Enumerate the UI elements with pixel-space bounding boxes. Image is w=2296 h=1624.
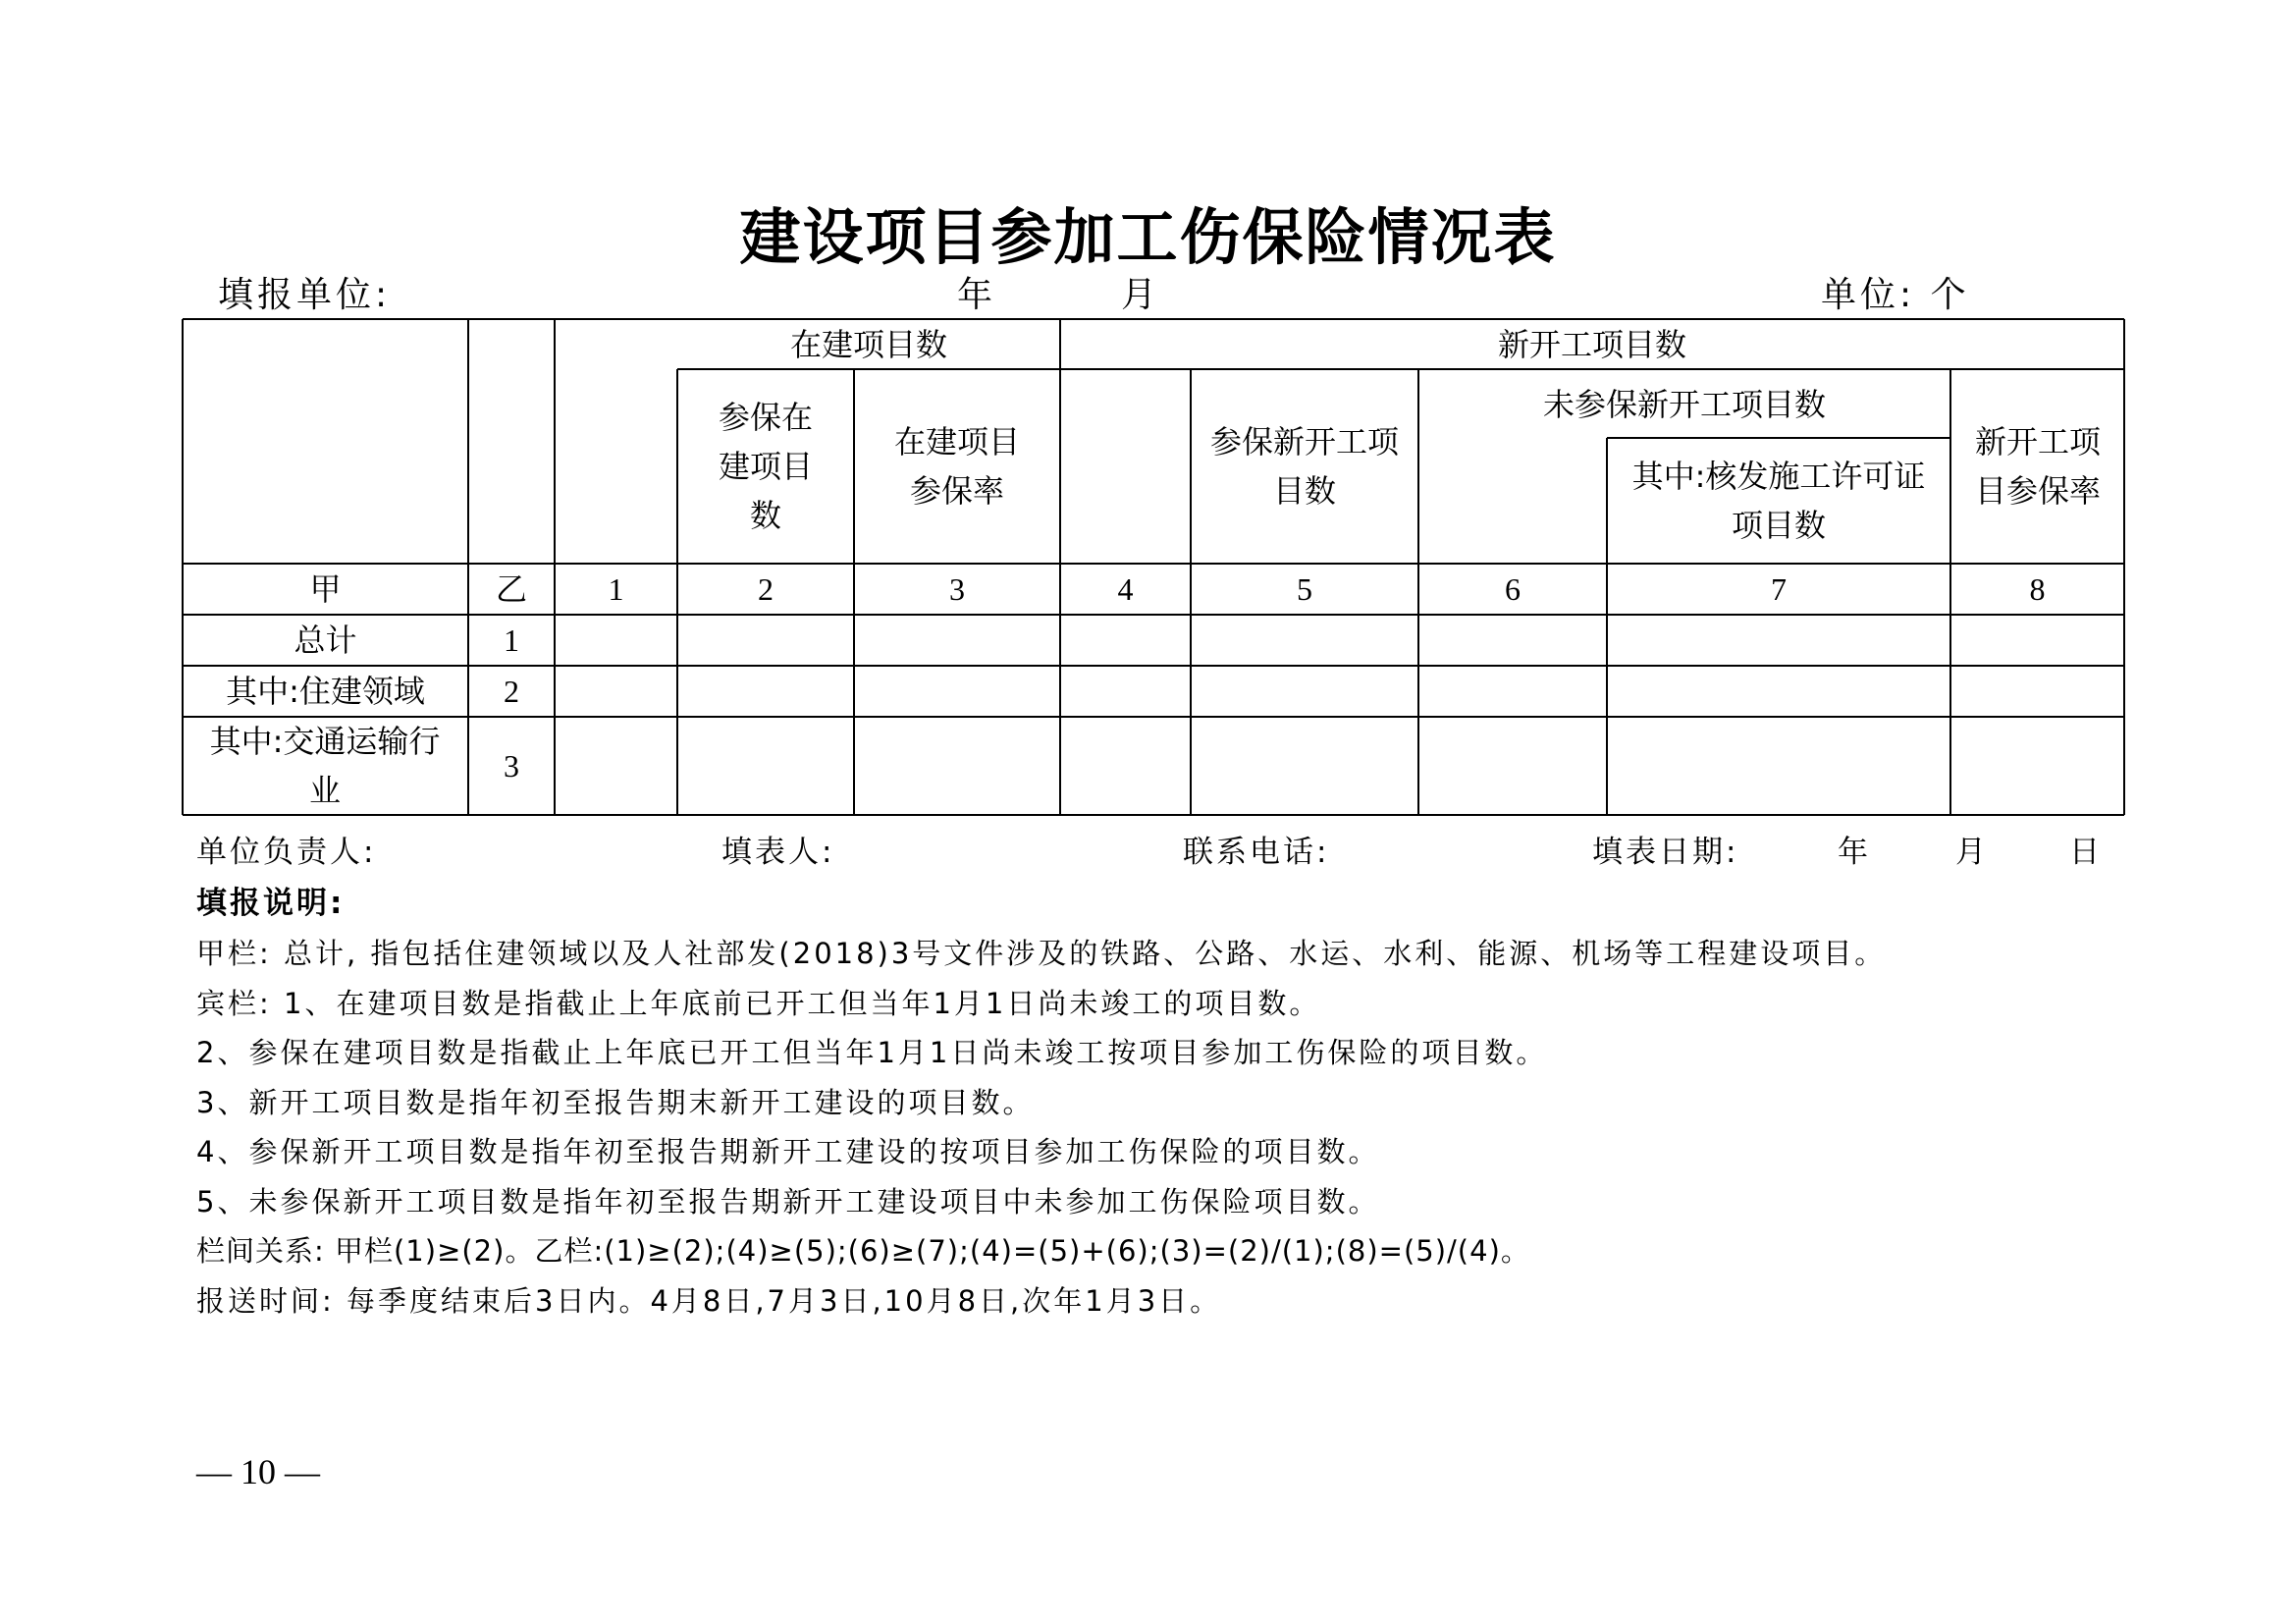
- col-header-in-construction-rate: 在建项目参保率: [893, 423, 1020, 510]
- col-header-insured-new: 参保新开工项目数: [1209, 423, 1399, 510]
- notes-list: [196, 929, 1886, 1326]
- unit-label: 单位: 个: [1821, 275, 1970, 315]
- note-line: 2、参保在建项目数是指截止上年底已开工但当年1月1日尚未竣工按项目参加工伤保险的项目数。: [196, 1036, 1548, 1069]
- note-line: 报送时间: 每季度结束后3日内。4月8日,7月3日,10月8日,次年1月3日。: [196, 1283, 1222, 1318]
- note-line: 5、未参保新开工项目数是指年初至报告期新开工建设项目中未参加工伤保险项目数。: [196, 1184, 1380, 1218]
- note-line: 宾栏: 1、在建项目数是指截止上年底前已开工但当年1月1日尚未竣工的项目数。: [196, 986, 1321, 1020]
- group-header-new-started: 新开工项目数: [1497, 326, 1686, 363]
- reporting-unit-label: 填报单位:: [218, 275, 392, 315]
- index-cell: 3: [949, 571, 965, 607]
- footer-year: 年: [1838, 835, 1871, 870]
- note-line: 3、新开工项目数是指年初至报告期末新开工建设的项目数。: [196, 1085, 1035, 1119]
- index-cell: 7: [1771, 571, 1787, 607]
- footer-day: 日: [2069, 835, 2103, 870]
- col-header-of-which-permit: 其中:核发施工许可证项目数: [1631, 458, 1926, 544]
- header-year: 年: [957, 275, 997, 315]
- row-code-housing: 2: [504, 674, 519, 709]
- note-line: 栏间关系: 甲栏(1)≥(2)。乙栏:(1)≥(2);(4)≥(5);(6)≥(7);(4)=(5)+(6);(3)=(2)/(1);(8)=(5)/(4)。: [196, 1234, 1530, 1268]
- footer-date-label: 填表日期:: [1592, 835, 1739, 870]
- header-month: 月: [1121, 275, 1161, 315]
- page-number: — 10 —: [196, 1452, 320, 1491]
- index-cell: 8: [2029, 571, 2046, 607]
- notes-title: 填报说明:: [196, 886, 346, 921]
- row-code-transport: 3: [504, 748, 519, 784]
- index-cell: 乙: [495, 570, 527, 608]
- index-cell: 6: [1505, 571, 1521, 607]
- row-label-total: 总计: [294, 622, 357, 659]
- page-title: 建设项目参加工伤保险情况表: [739, 201, 1557, 273]
- row-label-transport: 其中:交通运输行业: [209, 723, 441, 809]
- note-line: 4、参保新开工项目数是指年初至报告期新开工建设的按项目参加工伤保险的项目数。: [196, 1135, 1380, 1168]
- row-code-total: 1: [504, 623, 519, 658]
- index-cell: 甲: [309, 570, 342, 608]
- insurance-table: [182, 318, 2125, 816]
- footer-phone: 联系电话:: [1183, 835, 1330, 870]
- index-cell: 5: [1297, 571, 1312, 607]
- footer-filler: 填表人:: [721, 835, 835, 870]
- index-cell: 1: [608, 571, 624, 607]
- note-line: 甲栏: 总计, 指包括住建领域以及人社部发(2018)3号文件涉及的铁路、公路、水运、水利、能源、机场等工程建设项目。: [196, 937, 1887, 970]
- group-header-not-insured-new: 未参保新开工项目数: [1542, 386, 1826, 423]
- index-cell: 2: [758, 571, 774, 607]
- group-header-in-construction: 在建项目数: [789, 326, 947, 363]
- row-label-housing: 其中:住建领域: [226, 673, 425, 710]
- index-cell: 4: [1117, 571, 1134, 607]
- footer-month: 月: [1955, 835, 1989, 870]
- col-header-insured-in-construction: 参保在建项目数: [718, 399, 813, 534]
- col-header-new-rate: 新开工项目参保率: [1974, 423, 2101, 510]
- footer-responsible: 单位负责人:: [196, 835, 377, 870]
